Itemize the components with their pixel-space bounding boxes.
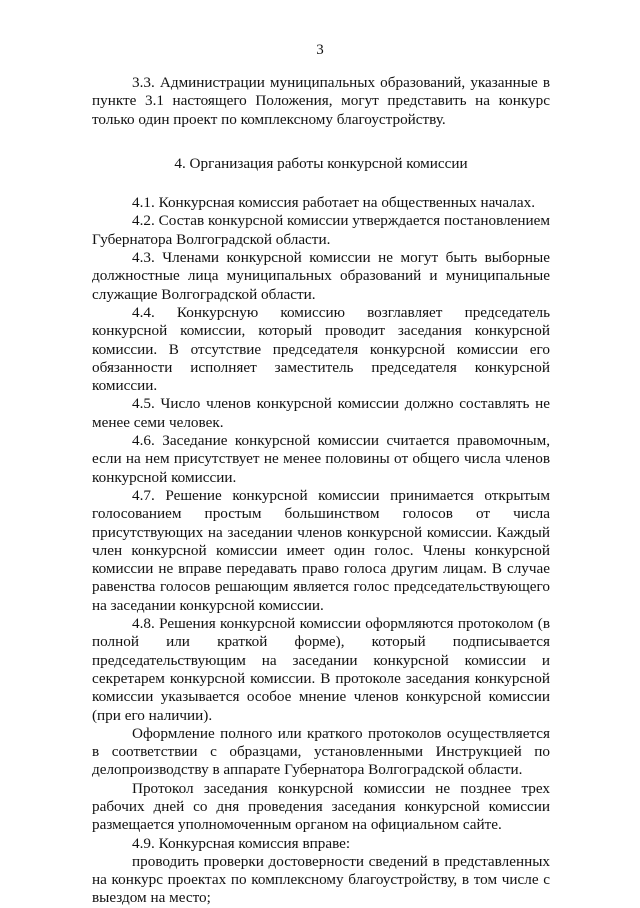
section-4-heading: 4. Организация работы конкурсной комиссии	[174, 154, 468, 172]
paragraph-4-2: 4.2. Состав конкурсной комиссии утверждается постановлением Губернатора Волгоградской области.	[92, 212, 550, 248]
paragraph-4-3: 4.3. Членами конкурсной комиссии не могут быть выборные должностные лица муниципальных образований и муниципальные служащие Волгоградской области.	[92, 249, 550, 303]
paragraph-4-9-item: проводить проверки достоверности сведений в представленных на конкурс проектах по комплексному благоустройству, в том числе с выездом на место;	[92, 852, 550, 907]
paragraph-4-1: 4.1. Конкурсная комиссия работает на общественных началах.	[132, 194, 535, 212]
page-number: 3	[316, 42, 324, 58]
paragraph-4-8-protocol-format: Оформление полного или краткого протоколов осуществляется в соответствии с образцами, установленными Инструкцией по делопроизводству в аппарате Губернатора Волгоградской области.	[92, 724, 550, 779]
paragraph-4-4: 4.4. Конкурсную комиссию возглавляет председатель конкурсной комиссии, который проводит заседания конкурсной комиссии. В отсутствие председателя конкурсной комиссии его обязанности исполняет заместитель председателя конкурсной комиссии.	[92, 303, 550, 395]
paragraph-4-5: 4.5. Число членов конкурсной комиссии должно составлять не менее семи человек.	[92, 395, 550, 431]
paragraph-4-9: 4.9. Конкурсная комиссия вправе:	[132, 834, 351, 852]
paragraph-4-7: 4.7. Решение конкурсной комиссии принимается открытым голосованием простым большинством голосов от числа присутствующих на заседании членов конкурсной комиссии. Каждый член конкурсной комиссии имеет один голос. Члены конкурсной комиссии не вправе передавать право голоса другим лицам. В случае равенства голосов решающим является голос председательствующего на заседании конкурсной комиссии.	[92, 486, 550, 614]
paragraph-4-6: 4.6. Заседание конкурсной комиссии считается правомочным, если на нем присутствует не менее половины от общего числа членов конкурсной комиссии.	[92, 432, 550, 486]
document-body	[92, 74, 550, 908]
paragraph-4-8: 4.8. Решения конкурсной комиссии оформляются протоколом (в полной или краткой форме), который подписывается председательствующим на заседании конкурсной комиссии и секретарем конкурсной комиссии. В протоколе заседания конкурсной комиссии указывается особое мнение членов конкурсной комиссии (при его наличии).	[92, 615, 550, 724]
paragraph-4-8-protocol-publication: Протокол заседания конкурсной комиссии не позднее трех рабочих дней со дня проведения заседания конкурсной комиссии размещается уполномоченным органом на официальном сайте.	[92, 779, 550, 834]
paragraph-3-3: 3.3. Администрации муниципальных образований, указанные в пункте 3.1 настоящего Положения, могут представить на конкурс только один проект по комплексному благоустройству.	[92, 74, 550, 128]
